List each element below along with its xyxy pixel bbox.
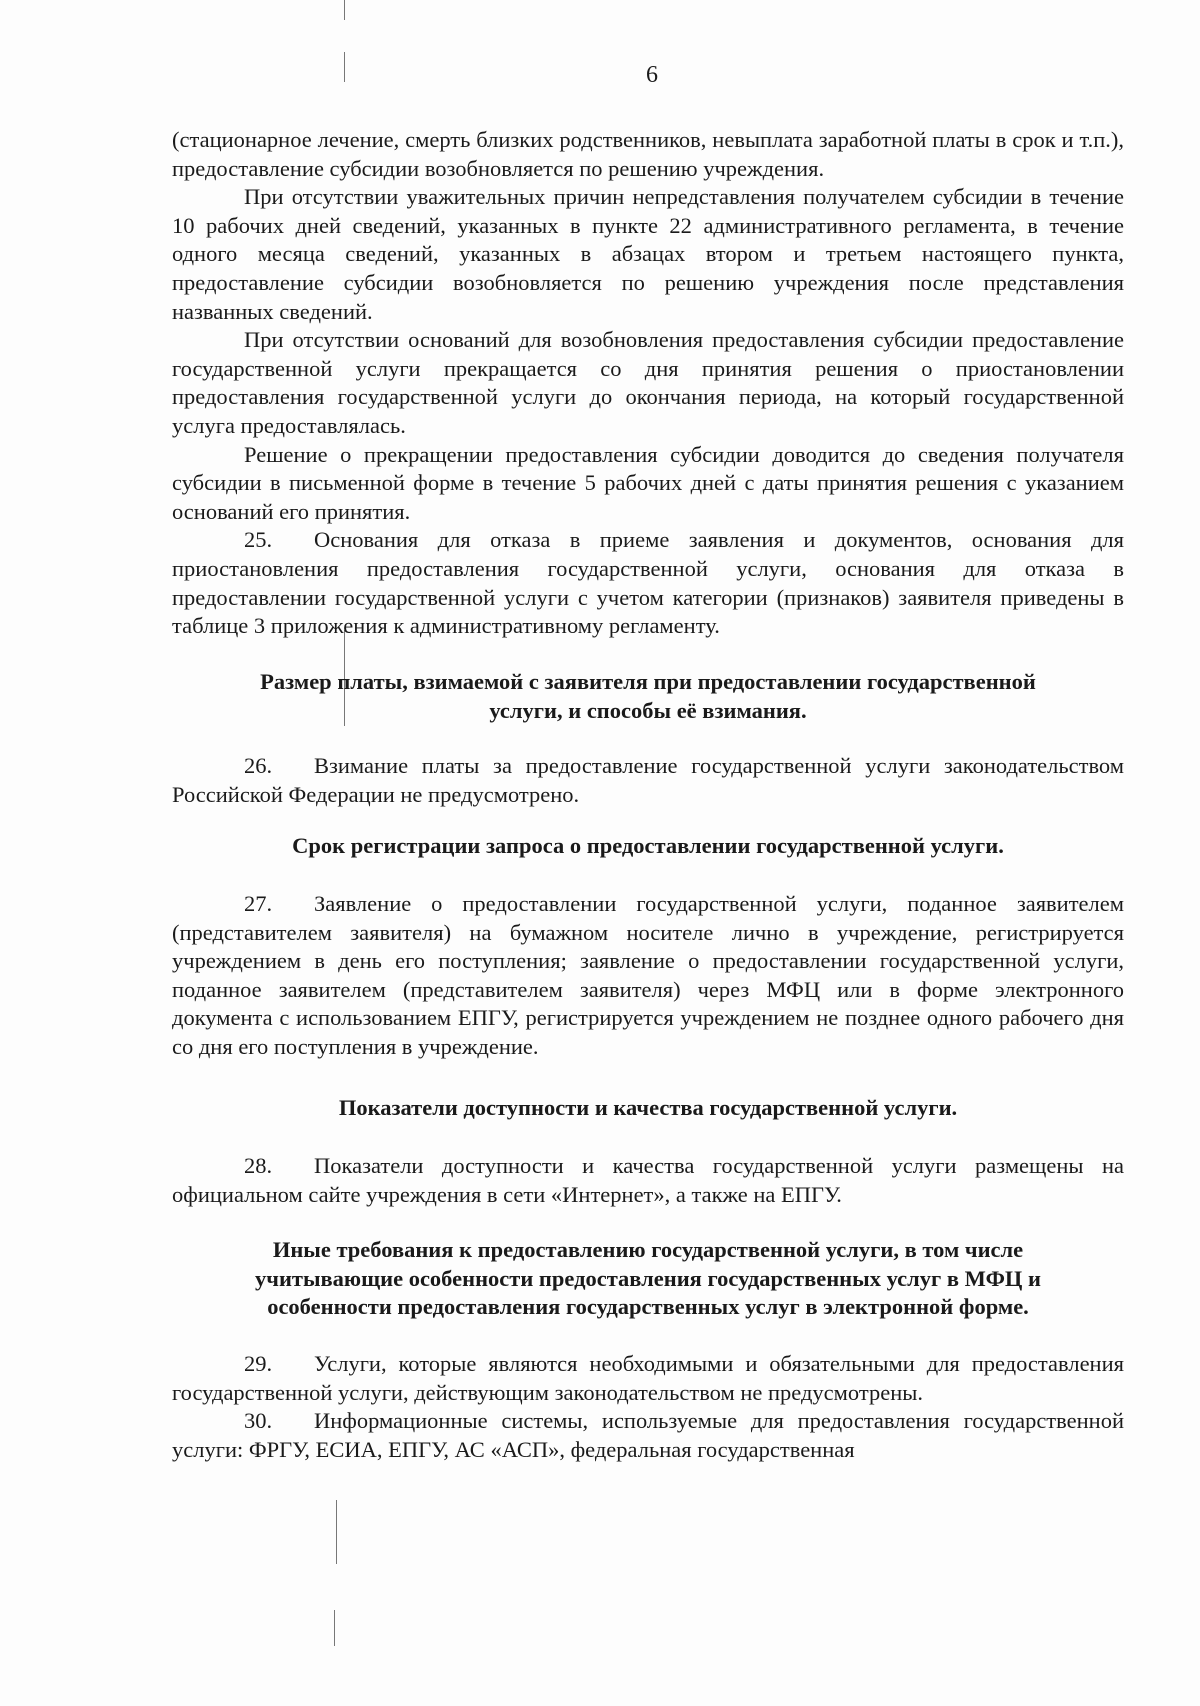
scan-artifact-line: [334, 1610, 335, 1646]
numbered-paragraph-27: [172, 890, 1124, 1062]
section-heading-fee: [172, 668, 1124, 725]
paragraph-text: Информационные системы, используемые для предоставления государственной услуги: ФРГУ, ЕСИА, ЕПГУ, АС «АСП», федеральная государственная: [172, 1408, 1124, 1462]
scan-artifact-line: [344, 0, 345, 20]
section-heading-quality: Показатели доступности и качества государственной услуги.: [338, 1095, 958, 1120]
paragraph-number: 28.: [244, 1153, 273, 1178]
numbered-paragraph-30: [172, 1407, 1124, 1464]
continued-section: [172, 126, 1124, 641]
page-number: 6: [646, 62, 658, 88]
paragraph-number: 25.: [244, 527, 273, 553]
section-heading-other-requirements: [172, 1236, 1124, 1322]
paragraph-number: 30.: [244, 1408, 273, 1434]
numbered-paragraph-28: [172, 1152, 1124, 1209]
paragraph-number: 26.: [244, 753, 273, 778]
numbered-paragraph-25: [172, 526, 1124, 640]
quality-section: [172, 1152, 1124, 1209]
paragraph-text: Услуги, которые являются необходимыми и обязательными для предоставления государственной услуги, действующим законодательством не предусмотрены.: [172, 1351, 1124, 1405]
registration-section: [172, 890, 1124, 1062]
heading-line: Размер платы, взимаемой с заявителя при предоставлении государственной: [260, 669, 1036, 694]
paragraph: (стационарное лечение, смерть близких родственников, невыплата заработной платы в срок и т.п.), предоставление субсидии возобновляется по решению учреждения.: [172, 127, 1124, 181]
heading-line: учитывающие особенности предоставления государственных услуг в МФЦ и: [255, 1265, 1041, 1291]
paragraph-text: Заявление о предоставлении государственной услуги, поданное заявителем (представителем заявителя) на бумажном носителе лично в учреждение, регистрируется учреждением в день его поступления; заявление о предоставлении государственной услуги, поданное заявителем (представителем заявителя) через МФЦ или в форме электронного документа с использованием ЕПГУ, регистрируется учреждением не позднее одного рабочего дня со дня его поступления в учреждение.: [172, 891, 1124, 1059]
numbered-paragraph-26: [172, 752, 1124, 809]
other-requirements-section: [172, 1350, 1124, 1464]
paragraph: При отсутствии оснований для возобновления предоставления субсидии предоставление государственной услуги прекращается со дня принятия решения о приостановлении предоставления государственной услуги до окончания периода, на который государственной услуга предоставлялась.: [172, 327, 1124, 438]
paragraph: Решение о прекращении предоставления субсидии доводится до сведения получателя субсидии в письменной форме в течение 5 рабочих дней с даты принятия решения с указанием оснований его принятия.: [172, 441, 1124, 524]
paragraph-text: Взимание платы за предоставление государственной услуги законодательством Российской Федерации не предусмотрено.: [172, 753, 1124, 807]
paragraph-text: Показатели доступности и качества государственной услуги размещены на официальном сайте учреждения в сети «Интернет», а также на ЕПГУ.: [172, 1153, 1124, 1207]
numbered-paragraph-29: [172, 1350, 1124, 1407]
fee-section: [172, 752, 1124, 809]
section-heading-registration: Срок регистрации запроса о предоставлении государственной услуги.: [292, 833, 1004, 858]
paragraph-text: Основания для отказа в приеме заявления и документов, основания для приостановления предоставления государственной услуги, основания для отказа в предоставлении государственной услуги с учетом категории (признаков) заявителя приведены в таблице 3 приложения к административному регламенту.: [172, 527, 1124, 639]
heading-line: особенности предоставления государственных услуг в электронной форме.: [267, 1294, 1029, 1320]
scan-artifact-line: [336, 1500, 337, 1564]
heading-line: Иные требования к предоставлению государственной услуги, в том числе: [272, 1237, 1024, 1262]
paragraph-number: 27.: [244, 891, 273, 916]
heading-line: услуги, и способы её взимания.: [489, 697, 807, 723]
paragraph: При отсутствии уважительных причин непредставления получателем субсидии в течение 10 рабочих дней сведений, указанных в пункте 22 административного регламента, в течение одного месяца сведений, указанных в абзацах втором и третьем настоящего пункта, предоставление субсидии возобновляется по решению учреждения после представления названных сведений.: [172, 184, 1124, 324]
paragraph-number: 29.: [244, 1351, 273, 1376]
